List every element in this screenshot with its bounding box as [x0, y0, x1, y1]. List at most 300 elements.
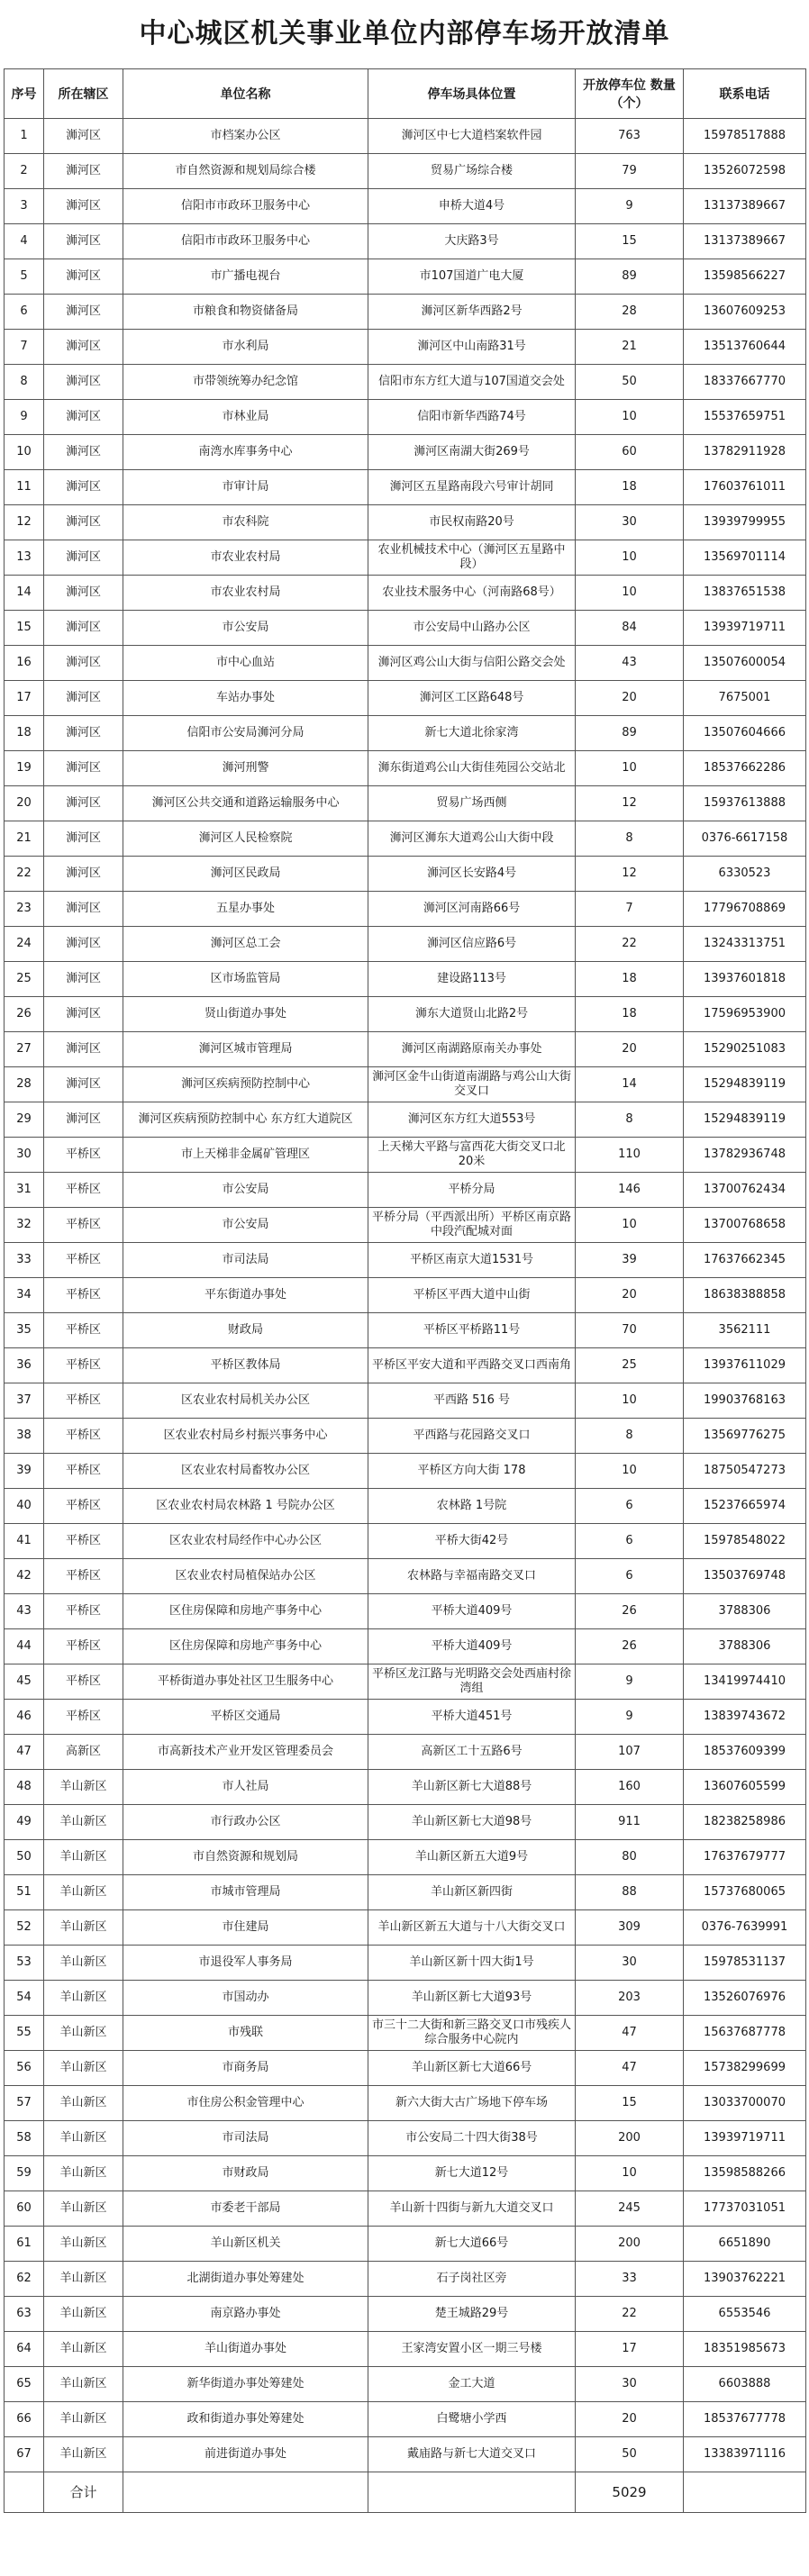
spot-count-cell: 60	[576, 435, 684, 470]
phone-cell: 13383971116	[684, 2437, 806, 2472]
location-cell: 平桥区方向大街 178	[368, 1454, 576, 1489]
phone-cell: 15738299699	[684, 2051, 806, 2086]
location-cell: 羊山新区新七大道98号	[368, 1805, 576, 1840]
spot-count-cell: 10	[576, 751, 684, 786]
phone-cell: 13782911928	[684, 435, 806, 470]
location-cell: 大庆路3号	[368, 224, 576, 259]
district-cell: 浉河区	[44, 189, 123, 224]
row-number: 18	[5, 716, 44, 751]
district-cell: 羊山新区	[44, 1770, 123, 1805]
location-cell: 王家湾安置小区一期三号楼	[368, 2332, 576, 2367]
phone-cell: 17637679777	[684, 1840, 806, 1875]
location-cell: 浉河区工区路648号	[368, 681, 576, 716]
table-row	[5, 2262, 806, 2297]
unit-name-cell: 浉河区城市管理局	[123, 1032, 368, 1067]
district-cell: 浉河区	[44, 646, 123, 681]
total-location-cell	[368, 2472, 576, 2513]
spot-count-cell: 10	[576, 540, 684, 576]
district-cell: 羊山新区	[44, 1805, 123, 1840]
unit-name-cell: 信阳市市政环卫服务中心	[123, 224, 368, 259]
total-row	[5, 2472, 806, 2513]
row-number: 36	[5, 1348, 44, 1383]
header-district: 所在辖区	[44, 69, 123, 119]
spot-count-cell: 9	[576, 1700, 684, 1735]
unit-name-cell: 市广播电视台	[123, 259, 368, 295]
spot-count-cell: 911	[576, 1805, 684, 1840]
spot-count-cell: 15	[576, 2086, 684, 2121]
table-row	[5, 2086, 806, 2121]
phone-cell: 17603761011	[684, 470, 806, 505]
district-cell: 浉河区	[44, 821, 123, 857]
unit-name-cell: 南湾水库事务中心	[123, 435, 368, 470]
table-row	[5, 1629, 806, 1664]
table-row	[5, 1419, 806, 1454]
district-cell: 羊山新区	[44, 2051, 123, 2086]
unit-name-cell: 市中心血站	[123, 646, 368, 681]
location-cell: 新七大道北徐家湾	[368, 716, 576, 751]
location-cell: 市三十二大街和新三路交叉口市残疾人综合服务中心院内	[368, 2016, 576, 2051]
row-number: 3	[5, 189, 44, 224]
phone-cell: 17737031051	[684, 2191, 806, 2227]
row-number: 58	[5, 2121, 44, 2156]
phone-cell: 15637687778	[684, 2016, 806, 2051]
phone-cell: 13598588266	[684, 2156, 806, 2191]
unit-name-cell: 市公安局	[123, 1173, 368, 1208]
district-cell: 羊山新区	[44, 2367, 123, 2402]
phone-cell: 13607605599	[684, 1770, 806, 1805]
location-cell: 信阳市东方红大道与107国道交会处	[368, 365, 576, 400]
phone-cell: 18337667770	[684, 365, 806, 400]
phone-cell: 13607609253	[684, 295, 806, 330]
unit-name-cell: 前进街道办事处	[123, 2437, 368, 2472]
location-cell: 浉河区中七大道档案软件园	[368, 119, 576, 154]
phone-cell: 18537677778	[684, 2402, 806, 2437]
district-cell: 平桥区	[44, 1700, 123, 1735]
unit-name-cell: 浉河区总工会	[123, 927, 368, 962]
district-cell: 平桥区	[44, 1278, 123, 1313]
unit-name-cell: 市粮食和物资储备局	[123, 295, 368, 330]
phone-cell: 13939799955	[684, 505, 806, 540]
phone-cell: 18537609399	[684, 1735, 806, 1770]
row-number: 45	[5, 1664, 44, 1700]
row-number: 42	[5, 1559, 44, 1594]
district-cell: 平桥区	[44, 1243, 123, 1278]
phone-cell: 13569701114	[684, 540, 806, 576]
unit-name-cell: 信阳市公安局浉河分局	[123, 716, 368, 751]
row-number: 29	[5, 1102, 44, 1138]
row-number: 55	[5, 2016, 44, 2051]
phone-cell: 3562111	[684, 1313, 806, 1348]
table-row	[5, 1278, 806, 1313]
spot-count-cell: 15	[576, 224, 684, 259]
district-cell: 浉河区	[44, 119, 123, 154]
phone-cell: 13903762221	[684, 2262, 806, 2297]
table-row	[5, 1348, 806, 1383]
row-number: 4	[5, 224, 44, 259]
district-cell: 浉河区	[44, 857, 123, 892]
header-phone: 联系电话	[684, 69, 806, 119]
district-cell: 羊山新区	[44, 2332, 123, 2367]
row-number: 24	[5, 927, 44, 962]
spot-count-cell: 203	[576, 1981, 684, 2016]
table-row	[5, 1981, 806, 2016]
total-unit-cell	[123, 2472, 368, 2513]
row-number: 15	[5, 611, 44, 646]
table-row	[5, 2191, 806, 2227]
table-row	[5, 1243, 806, 1278]
row-number: 10	[5, 435, 44, 470]
location-cell: 羊山新区新五大道与十八大街交叉口	[368, 1910, 576, 1946]
spot-count-cell: 6	[576, 1489, 684, 1524]
location-cell: 平桥区龙江路与光明路交会处西庙村徐湾组	[368, 1664, 576, 1700]
phone-cell: 18638388858	[684, 1278, 806, 1313]
district-cell: 浉河区	[44, 716, 123, 751]
row-number: 1	[5, 119, 44, 154]
spot-count-cell: 10	[576, 576, 684, 611]
unit-name-cell: 平桥区交通局	[123, 1700, 368, 1735]
phone-cell: 15978517888	[684, 119, 806, 154]
phone-cell: 13137389667	[684, 224, 806, 259]
row-number: 22	[5, 857, 44, 892]
row-number: 59	[5, 2156, 44, 2191]
header-location: 停车场具体位置	[368, 69, 576, 119]
location-cell: 羊山新十四街与新九大道交叉口	[368, 2191, 576, 2227]
spot-count-cell: 107	[576, 1735, 684, 1770]
phone-cell: 15978548022	[684, 1524, 806, 1559]
table-row	[5, 716, 806, 751]
location-cell: 羊山新区新五大道9号	[368, 1840, 576, 1875]
spot-count-cell: 89	[576, 259, 684, 295]
table-row	[5, 259, 806, 295]
spot-count-cell: 33	[576, 2262, 684, 2297]
district-cell: 浉河区	[44, 962, 123, 997]
table-row	[5, 1032, 806, 1067]
district-cell: 羊山新区	[44, 1910, 123, 1946]
spot-count-cell: 12	[576, 857, 684, 892]
table-row	[5, 119, 806, 154]
unit-name-cell: 市财政局	[123, 2156, 368, 2191]
table-row	[5, 1559, 806, 1594]
district-cell: 平桥区	[44, 1313, 123, 1348]
unit-name-cell: 市国动办	[123, 1981, 368, 2016]
location-cell: 浉河区中山南路31号	[368, 330, 576, 365]
location-cell: 农业机械技术中心（浉河区五星路中段）	[368, 540, 576, 576]
unit-name-cell: 市退役军人事务局	[123, 1946, 368, 1981]
district-cell: 平桥区	[44, 1454, 123, 1489]
phone-cell: 6330523	[684, 857, 806, 892]
location-cell: 新七大道66号	[368, 2227, 576, 2262]
table-row	[5, 821, 806, 857]
unit-name-cell: 市住建局	[123, 1910, 368, 1946]
spot-count-cell: 21	[576, 330, 684, 365]
unit-name-cell: 市司法局	[123, 1243, 368, 1278]
spot-count-cell: 12	[576, 786, 684, 821]
district-cell: 平桥区	[44, 1208, 123, 1243]
row-number: 37	[5, 1383, 44, 1419]
unit-name-cell: 市公安局	[123, 611, 368, 646]
spot-count-cell: 30	[576, 505, 684, 540]
unit-name-cell: 市委老干部局	[123, 2191, 368, 2227]
unit-name-cell: 市档案办公区	[123, 119, 368, 154]
spot-count-cell: 26	[576, 1594, 684, 1629]
phone-cell: 17796708869	[684, 892, 806, 927]
location-cell: 高新区工十五路6号	[368, 1735, 576, 1770]
phone-cell: 0376-7639991	[684, 1910, 806, 1946]
table-row	[5, 751, 806, 786]
spot-count-cell: 6	[576, 1559, 684, 1594]
row-number: 26	[5, 997, 44, 1032]
phone-cell: 17637662345	[684, 1243, 806, 1278]
unit-name-cell: 市农业农村局	[123, 540, 368, 576]
unit-name-cell: 浉河区公共交通和道路运输服务中心	[123, 786, 368, 821]
unit-name-cell: 市带领统筹办纪念馆	[123, 365, 368, 400]
table-row	[5, 1067, 806, 1102]
phone-cell: 3788306	[684, 1594, 806, 1629]
row-number: 30	[5, 1138, 44, 1173]
location-cell: 平桥大道409号	[368, 1629, 576, 1664]
location-cell: 石子岗社区旁	[368, 2262, 576, 2297]
row-number: 23	[5, 892, 44, 927]
unit-name-cell: 区农业农村局乡村振兴事务中心	[123, 1419, 368, 1454]
location-cell: 浉河区金牛山街道南湖路与鸡公山大街交叉口	[368, 1067, 576, 1102]
spot-count-cell: 79	[576, 154, 684, 189]
district-cell: 浉河区	[44, 224, 123, 259]
district-cell: 羊山新区	[44, 2016, 123, 2051]
district-cell: 羊山新区	[44, 1840, 123, 1875]
table-row	[5, 962, 806, 997]
spot-count-cell: 14	[576, 1067, 684, 1102]
unit-name-cell: 新华街道办事处筹建处	[123, 2367, 368, 2402]
location-cell: 贸易广场综合楼	[368, 154, 576, 189]
table-row	[5, 786, 806, 821]
unit-name-cell: 市自然资源和规划局	[123, 1840, 368, 1875]
row-number: 7	[5, 330, 44, 365]
phone-cell: 18537662286	[684, 751, 806, 786]
parking-table	[4, 68, 806, 2513]
district-cell: 平桥区	[44, 1419, 123, 1454]
location-cell: 浉河区新华西路2号	[368, 295, 576, 330]
unit-name-cell: 羊山街道办事处	[123, 2332, 368, 2367]
district-cell: 浉河区	[44, 470, 123, 505]
district-cell: 浉河区	[44, 330, 123, 365]
location-cell: 浉河区五星路南段六号审计胡同	[368, 470, 576, 505]
location-cell: 平桥区南京大道1531号	[368, 1243, 576, 1278]
phone-cell: 0376-6617158	[684, 821, 806, 857]
unit-name-cell: 南京路办事处	[123, 2297, 368, 2332]
unit-name-cell: 区市场监管局	[123, 962, 368, 997]
table-row	[5, 646, 806, 681]
table-row	[5, 2402, 806, 2437]
row-number: 5	[5, 259, 44, 295]
district-cell: 平桥区	[44, 1524, 123, 1559]
row-number: 56	[5, 2051, 44, 2086]
row-number: 66	[5, 2402, 44, 2437]
phone-cell: 13837651538	[684, 576, 806, 611]
phone-cell: 3788306	[684, 1629, 806, 1664]
district-cell: 平桥区	[44, 1173, 123, 1208]
row-number: 40	[5, 1489, 44, 1524]
district-cell: 羊山新区	[44, 2437, 123, 2472]
phone-cell: 7675001	[684, 681, 806, 716]
unit-name-cell: 北湖街道办事处筹建处	[123, 2262, 368, 2297]
table-row	[5, 1383, 806, 1419]
row-number: 47	[5, 1735, 44, 1770]
table-row	[5, 2156, 806, 2191]
row-number: 28	[5, 1067, 44, 1102]
table-row	[5, 540, 806, 576]
location-cell: 羊山新区新十四大街1号	[368, 1946, 576, 1981]
unit-name-cell: 浉河刑警	[123, 751, 368, 786]
table-row	[5, 1208, 806, 1243]
phone-cell: 18238258986	[684, 1805, 806, 1840]
row-number: 6	[5, 295, 44, 330]
district-cell: 浉河区	[44, 540, 123, 576]
unit-name-cell: 市自然资源和规划局综合楼	[123, 154, 368, 189]
row-number: 8	[5, 365, 44, 400]
table-row	[5, 435, 806, 470]
unit-name-cell: 浉河区疾病预防控制中心 东方红大道院区	[123, 1102, 368, 1138]
table-row	[5, 295, 806, 330]
district-cell: 浉河区	[44, 505, 123, 540]
district-cell: 羊山新区	[44, 2121, 123, 2156]
unit-name-cell: 市人社局	[123, 1770, 368, 1805]
row-number: 17	[5, 681, 44, 716]
location-cell: 市公安局二十四大街38号	[368, 2121, 576, 2156]
table-row	[5, 1735, 806, 1770]
row-number: 20	[5, 786, 44, 821]
spot-count-cell: 30	[576, 1946, 684, 1981]
phone-cell: 13700768658	[684, 1208, 806, 1243]
location-cell: 平桥分局（平西派出所）平桥区南京路中段汽配城对面	[368, 1208, 576, 1243]
row-number: 13	[5, 540, 44, 576]
spot-count-cell: 89	[576, 716, 684, 751]
spot-count-cell: 8	[576, 1102, 684, 1138]
spot-count-cell: 20	[576, 1278, 684, 1313]
phone-cell: 13939719711	[684, 2121, 806, 2156]
district-cell: 平桥区	[44, 1138, 123, 1173]
table-row	[5, 1770, 806, 1805]
unit-name-cell: 车站办事处	[123, 681, 368, 716]
table-row	[5, 1138, 806, 1173]
location-cell: 金工大道	[368, 2367, 576, 2402]
phone-cell: 6553546	[684, 2297, 806, 2332]
spot-count-cell: 110	[576, 1138, 684, 1173]
table-header-row	[5, 69, 806, 119]
district-cell: 浉河区	[44, 786, 123, 821]
table-row	[5, 611, 806, 646]
unit-name-cell: 区农业农村局畜牧办公区	[123, 1454, 368, 1489]
row-number: 19	[5, 751, 44, 786]
location-cell: 市107国道广电大厦	[368, 259, 576, 295]
row-number: 62	[5, 2262, 44, 2297]
location-cell: 平西路 516 号	[368, 1383, 576, 1419]
spot-count-cell: 47	[576, 2051, 684, 2086]
unit-name-cell: 浉河区民政局	[123, 857, 368, 892]
unit-name-cell: 五星办事处	[123, 892, 368, 927]
phone-cell: 6603888	[684, 2367, 806, 2402]
table-row	[5, 1910, 806, 1946]
phone-cell: 15537659751	[684, 400, 806, 435]
spot-count-cell: 9	[576, 1664, 684, 1700]
table-row	[5, 1489, 806, 1524]
table-row	[5, 927, 806, 962]
location-cell: 浉河区东方红大道553号	[368, 1102, 576, 1138]
location-cell: 平桥大道409号	[368, 1594, 576, 1629]
location-cell: 浉河区长安路4号	[368, 857, 576, 892]
unit-name-cell: 平桥街道办事处社区卫生服务中心	[123, 1664, 368, 1700]
row-number: 64	[5, 2332, 44, 2367]
unit-name-cell: 区住房保障和房地产事务中心	[123, 1594, 368, 1629]
phone-cell: 15937613888	[684, 786, 806, 821]
district-cell: 羊山新区	[44, 1875, 123, 1910]
location-cell: 农林路与幸福南路交叉口	[368, 1559, 576, 1594]
row-number: 63	[5, 2297, 44, 2332]
row-number: 25	[5, 962, 44, 997]
unit-name-cell: 区农业农村局植保站办公区	[123, 1559, 368, 1594]
table-row	[5, 1454, 806, 1489]
district-cell: 羊山新区	[44, 1946, 123, 1981]
spot-count-cell: 80	[576, 1840, 684, 1875]
header-no: 序号	[5, 69, 44, 119]
row-number: 43	[5, 1594, 44, 1629]
unit-name-cell: 羊山新区机关	[123, 2227, 368, 2262]
table-row	[5, 2332, 806, 2367]
unit-name-cell: 市商务局	[123, 2051, 368, 2086]
unit-name-cell: 平东街道办事处	[123, 1278, 368, 1313]
table-row	[5, 1524, 806, 1559]
location-cell: 浉东街道鸡公山大街佳苑园公交站北	[368, 751, 576, 786]
unit-name-cell: 信阳市市政环卫服务中心	[123, 189, 368, 224]
location-cell: 上天梯大平路与富西花大街交叉口北20米	[368, 1138, 576, 1173]
spot-count-cell: 70	[576, 1313, 684, 1348]
spot-count-cell: 10	[576, 2156, 684, 2191]
table-row	[5, 1946, 806, 1981]
table-row	[5, 365, 806, 400]
phone-cell: 17596953900	[684, 997, 806, 1032]
unit-name-cell: 市行政办公区	[123, 1805, 368, 1840]
phone-cell: 13839743672	[684, 1700, 806, 1735]
spot-count-cell: 18	[576, 997, 684, 1032]
row-number: 31	[5, 1173, 44, 1208]
table-row	[5, 2297, 806, 2332]
location-cell: 楚王城路29号	[368, 2297, 576, 2332]
district-cell: 羊山新区	[44, 2086, 123, 2121]
district-cell: 浉河区	[44, 435, 123, 470]
row-number: 46	[5, 1700, 44, 1735]
district-cell: 浉河区	[44, 892, 123, 927]
spot-count-cell: 47	[576, 2016, 684, 2051]
district-cell: 浉河区	[44, 295, 123, 330]
location-cell: 羊山新区新七大道88号	[368, 1770, 576, 1805]
location-cell: 浉河区信应路6号	[368, 927, 576, 962]
table-row	[5, 330, 806, 365]
spot-count-cell: 245	[576, 2191, 684, 2227]
district-cell: 浉河区	[44, 997, 123, 1032]
phone-cell: 15978531137	[684, 1946, 806, 1981]
location-cell: 平桥大街42号	[368, 1524, 576, 1559]
row-number: 12	[5, 505, 44, 540]
phone-cell: 13137389667	[684, 189, 806, 224]
row-number: 41	[5, 1524, 44, 1559]
location-cell: 浉河区浉东大道鸡公山大街中段	[368, 821, 576, 857]
spot-count-cell: 309	[576, 1910, 684, 1946]
unit-name-cell: 平桥区教体局	[123, 1348, 368, 1383]
spot-count-cell: 10	[576, 1208, 684, 1243]
table-row	[5, 892, 806, 927]
phone-cell: 15290251083	[684, 1032, 806, 1067]
table-row	[5, 2367, 806, 2402]
phone-cell: 19903768163	[684, 1383, 806, 1419]
